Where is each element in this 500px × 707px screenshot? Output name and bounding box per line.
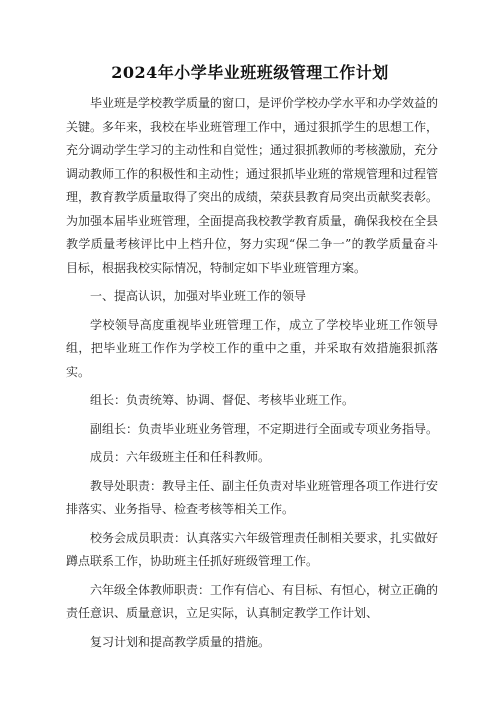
paragraph-leader-role: 组长：负责统筹、协调、督促、考核毕业班工作。 (90, 393, 355, 407)
paragraph-review-plan: 复习计划和提高教学质量的措施。 (90, 634, 271, 649)
paragraph-teachers: 六年级全体教师职责：工作有信心、有目标、有恒心，树立正确的责任意识、质量意识，立足实际，认真制定教学工作计划、 (66, 582, 439, 620)
paragraph-leadership: 学校领导高度重视毕业班管理工作，成立了学校毕业班工作领导组，把毕业班工作作为学校工作的重中之重，并采取有效措施狠抓落实。 (66, 317, 438, 379)
paragraph-school-affairs: 校务会成员职责：认真落实六年级管理责任制相关要求，扎实做好蹲点联系工作，协助班主任抓好班级管理工作。 (66, 530, 439, 568)
paragraph-intro: 毕业班是学校教学质量的窗口，是评价学校办学水平和办学效益的关键。多年来，我校在毕业班管理工作中，通过狠抓学生的思想工作，充分调动学生学习的主动性和自觉性；通过狠抓教师的考核激励，充分调动教师工作的积极性和主动性；通过狠抓毕业班的常规管理和过程管理，教育教学质量取得了突出的成绩，荣获县教育局突出贡献奖表彰。为加强本届毕业班管理，全面提高我校教学教育质量，确保我校在全县教学质量考核评比中上档升位，努力实现“保二争一”的教学质量奋斗目标，根据我校实际情况，特制定如下毕业班管理方案。 (66, 96, 439, 275)
section-heading-1: 一、提高认识，加强对毕业班工作的领导 (90, 289, 307, 303)
paragraph-deputy-role: 副组长：负责毕业班业务管理，不定期进行全面或专项业务指导。 (90, 421, 439, 436)
document-title: 2024年小学毕业班班级管理工作计划 (111, 63, 389, 82)
paragraph-academic-office: 教导处职责：教导主任、副主任负责对毕业班管理各项工作进行安排落实、业务指导、检查考核等相关工作。 (66, 478, 439, 516)
paragraph-members: 成员：六年级班主任和任科教师。 (90, 450, 271, 464)
document-body (66, 92, 438, 659)
